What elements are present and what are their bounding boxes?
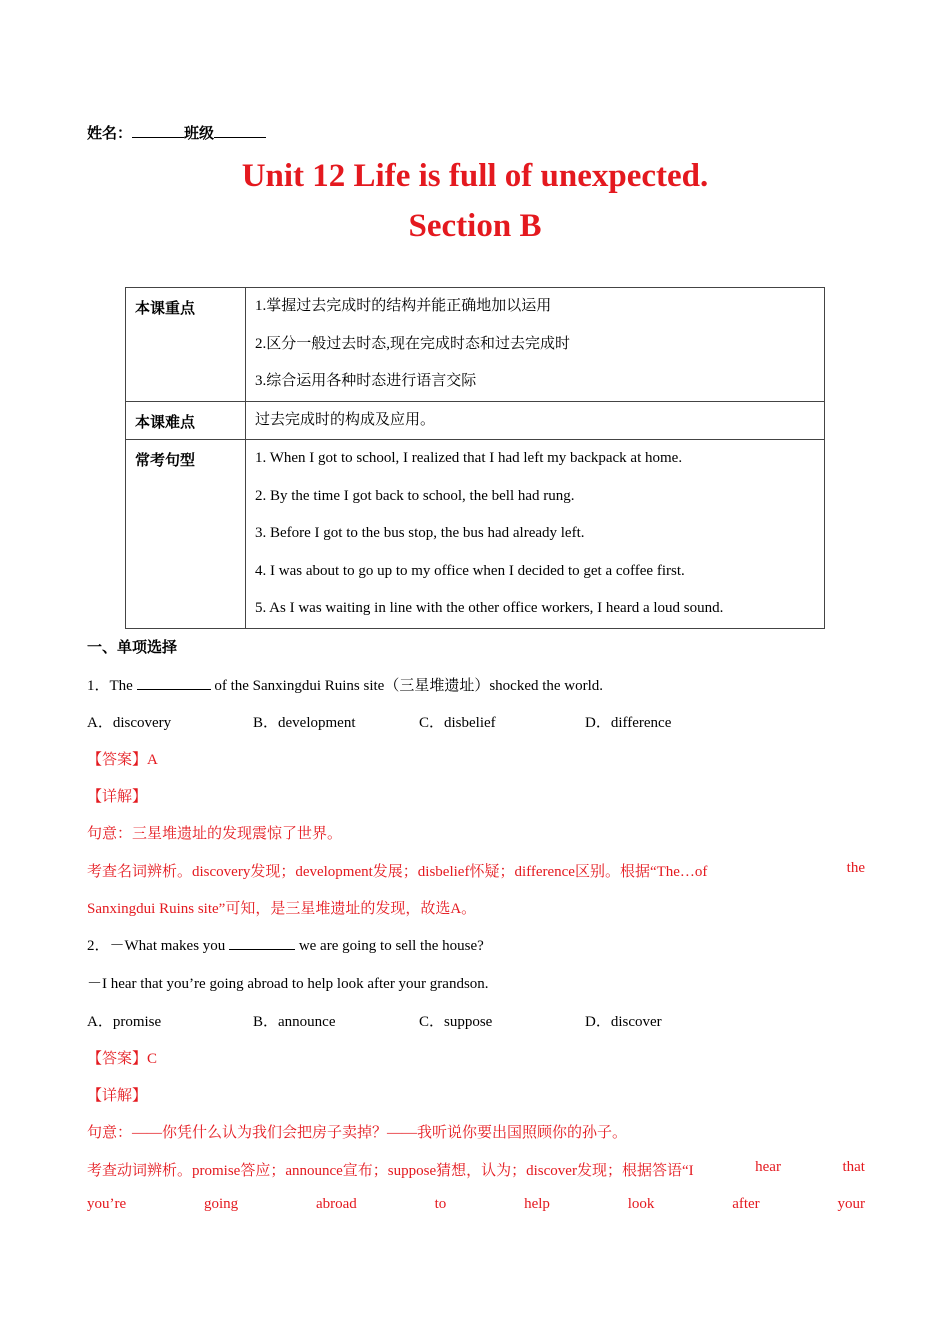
analysis-word: your <box>837 1196 865 1212</box>
q2-stem-end: we are going to sell the house? <box>295 938 484 954</box>
q1-stem-end: of the Sanxingdui Ruins site（三星堆遗址）shocked the world. <box>210 678 604 694</box>
analysis-word: to <box>434 1196 447 1212</box>
row-label: 本课难点 <box>126 401 246 440</box>
list-item: 2.区分一般过去时态,现在完成时态和过去完成时 <box>255 335 571 352</box>
analysis-word: going <box>203 1196 239 1212</box>
option-b[interactable]: B．development <box>253 715 356 731</box>
name-blank[interactable] <box>132 123 184 138</box>
list-item: 3. Before I got to the bus stop, the bus had already left. <box>255 525 585 541</box>
q1-stem-start: 1．The <box>87 678 137 694</box>
row-label: 本课重点 <box>126 288 246 402</box>
q2-analysis-line-1 <box>87 1159 865 1180</box>
table-row <box>126 401 825 440</box>
title-line-1: Unit 12 Life is full of unexpected. <box>241 158 709 194</box>
analysis-word: look <box>627 1196 655 1212</box>
question-1-options <box>87 711 751 732</box>
table-row <box>126 440 825 629</box>
q1-analysis-line-1 <box>87 860 865 881</box>
q1-answer: 【答案】A <box>87 752 158 768</box>
analysis-word: help <box>524 1196 550 1212</box>
analysis-word: abroad <box>315 1196 357 1212</box>
option-c[interactable]: C．disbelief <box>419 715 496 731</box>
list-item: 1. When I got to school, I realized that I had left my backpack at home. <box>255 450 683 466</box>
row-content <box>246 440 825 629</box>
list-item: 1.掌握过去完成时的结构并能正确地加以运用 <box>255 298 552 314</box>
option-c[interactable]: C．suppose <box>419 1014 493 1030</box>
analysis-word: after <box>732 1196 760 1212</box>
class-label: 班级 <box>184 126 215 142</box>
question-2-stem <box>87 934 484 955</box>
analysis-text: the <box>846 860 865 876</box>
analysis-text: hear <box>755 1159 781 1175</box>
question-1-stem <box>87 674 603 695</box>
title-line-2: Section B <box>408 208 542 244</box>
q2-analysis-line-2 <box>87 1196 865 1213</box>
q2-blank[interactable] <box>229 936 295 950</box>
option-d[interactable]: D．discover <box>585 1014 662 1030</box>
name-class-line <box>87 122 266 143</box>
q2-answer: 【答案】C <box>87 1051 158 1067</box>
class-blank[interactable] <box>214 123 266 138</box>
option-d[interactable]: D．difference <box>585 715 672 731</box>
list-item: 5. As I was waiting in line with the other office workers, I heard a loud sound. <box>255 600 724 616</box>
table-row <box>126 288 825 402</box>
q1-analysis-line-2: Sanxingdui Ruins site”可知，是三星堆遗址的发现，故选A。 <box>87 901 477 917</box>
list-item: 过去完成时的构成及应用。 <box>255 411 436 428</box>
list-item: 3.综合运用各种时态进行语言交际 <box>255 373 477 389</box>
q1-meaning: 句意：三星堆遗址的发现震惊了世界。 <box>87 826 343 842</box>
section-heading: 一、单项选择 <box>87 640 178 656</box>
q2-stem-start: 2．－What makes you <box>87 938 230 954</box>
q2-explain-label: 【详解】 <box>87 1088 148 1104</box>
q1-blank[interactable] <box>137 676 211 690</box>
option-a[interactable]: A．discovery <box>87 715 172 731</box>
analysis-text: 考查名词辨析。discovery发现；development发展；disbelief怀疑；difference区别。根据“The…of <box>87 864 708 880</box>
row-content <box>246 401 825 440</box>
q2-meaning: 句意：——你凭什么认为我们会把房子卖掉？——我听说你要出国照顾你的孙子。 <box>87 1125 628 1141</box>
analysis-word: you’re <box>87 1196 127 1212</box>
list-item: 4. I was about to go up to my office when I decided to get a coffee first. <box>255 562 685 579</box>
question-2-options <box>87 1010 751 1031</box>
name-label: 姓名： <box>87 126 133 142</box>
row-content <box>246 288 825 402</box>
analysis-text: that <box>842 1159 865 1175</box>
option-b[interactable]: B．announce <box>253 1014 336 1030</box>
option-a[interactable]: A．promise <box>87 1014 162 1030</box>
analysis-text: 考查动词辨析。promise答应；announce宣布；suppose猜想，认为；discover发现；根据答语“I <box>87 1163 694 1179</box>
list-item: 2. By the time I got back to school, the bell had rung. <box>255 487 575 504</box>
q1-explain-label: 【详解】 <box>87 789 148 805</box>
lesson-focus-table <box>125 287 825 629</box>
row-label: 常考句型 <box>126 440 246 629</box>
q2-reply: －I hear that you’re going abroad to help look after your grandson. <box>87 976 489 992</box>
